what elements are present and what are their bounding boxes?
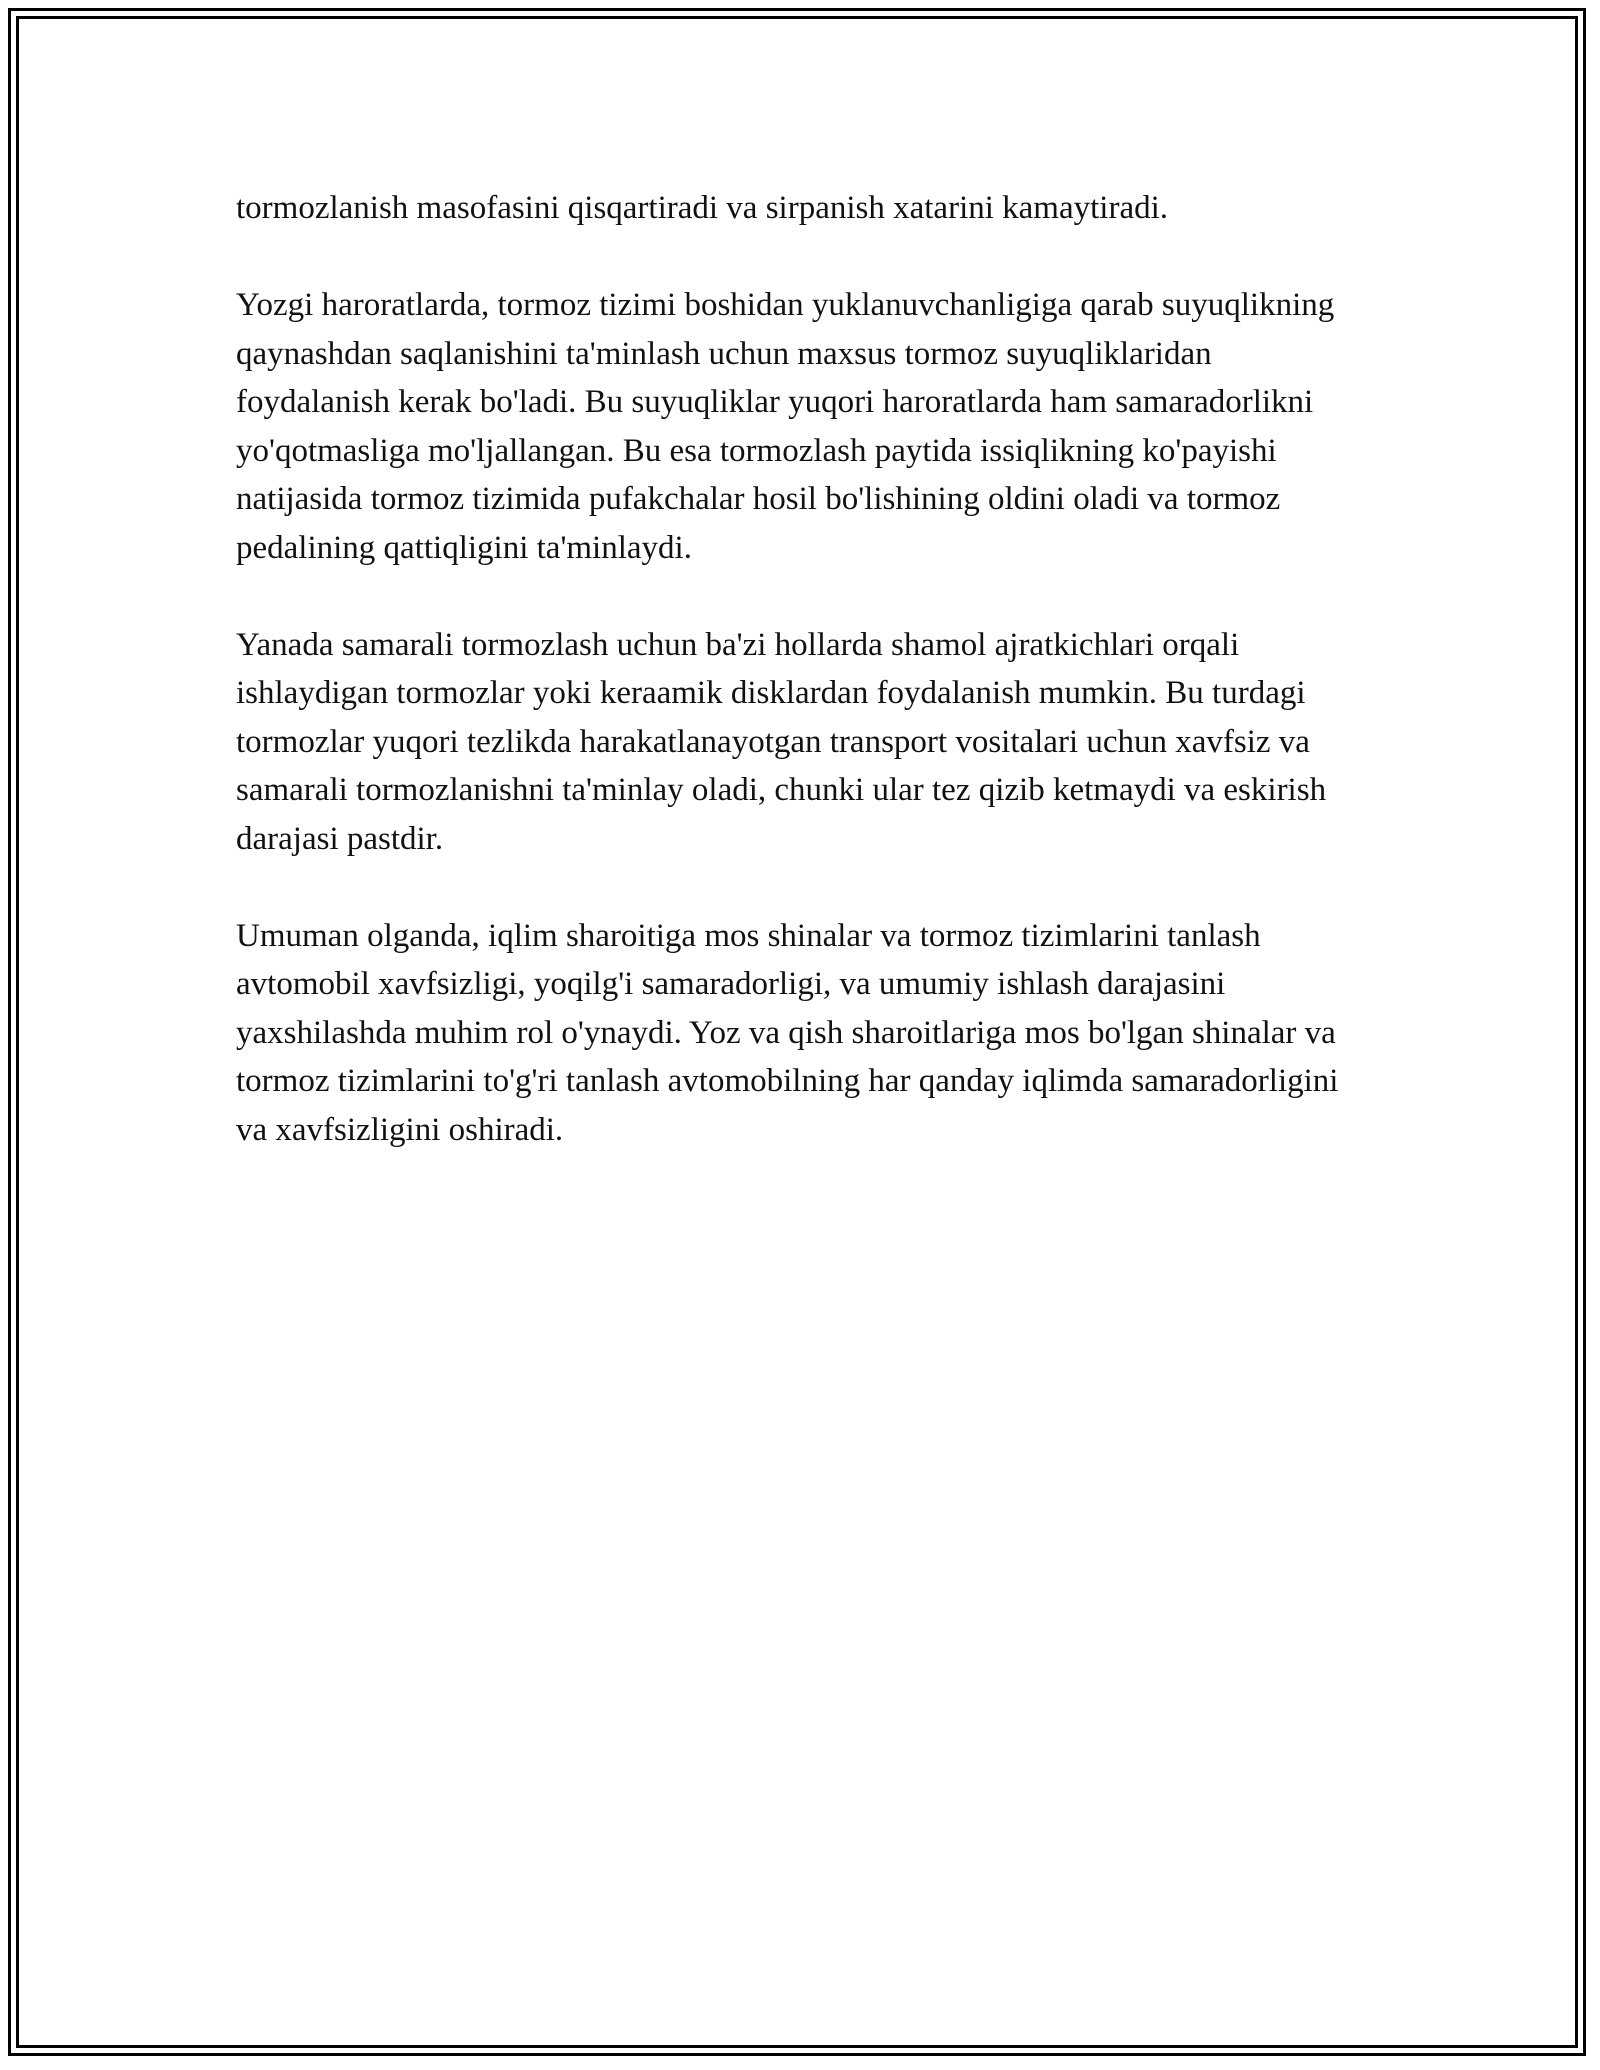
document-body (236, 184, 1366, 1203)
paragraph-3: Yanada samarali tormozlash uchun ba'zi hollarda shamol ajratkichlari orqali ishlaydigan tormozlar yoki keraamik disklardan foydalanish mumkin. Bu turdagi tormozlar yuqori tezlikda harakatlanayotgan transport vositalari uchun xavfsiz va samarali tormozlanishni ta'minlay oladi, chunki ular tez qizib ketmaydi va eskirish darajasi pastdir. (236, 626, 1327, 857)
paragraph-4: Umuman olganda, iqlim sharoitiga mos shinalar va tormoz tizimlarini tanlash avtomobil xavfsizligi, yoqilg'i samaradorligi, va umumiy ishlash darajasini yaxshilashda muhim rol o'ynaydi. Yoz va qish sharoitlariga mos bo'lgan shinalar va tormoz tizimlarini to'g'ri tanlash avtomobilning har qanday iqlimda samaradorligini va xavfsizligini oshiradi. (236, 917, 1339, 1148)
paragraph-2: Yozgi haroratlarda, tormoz tizimi boshidan yuklanuvchanligiga qarab suyuqlikning qaynashdan saqlanishini ta'minlash uchun maxsus tormoz suyuqliklaridan foydalanish kerak bo'ladi. Bu suyuqliklar yuqori haroratlarda ham samaradorlikni yo'qotmasliga mo'ljallangan. Bu esa tormozlash paytida issiqlikning ko'payishi natijasida tormoz tizimida pufakchalar hosil bo'lishining oldini oladi va tormoz pedalining qattiqligini ta'minlaydi. (236, 287, 1335, 566)
paragraph-1: tormozlanish masofasini qisqartiradi va sirpanish xatarini kamaytiradi. (236, 190, 1169, 226)
